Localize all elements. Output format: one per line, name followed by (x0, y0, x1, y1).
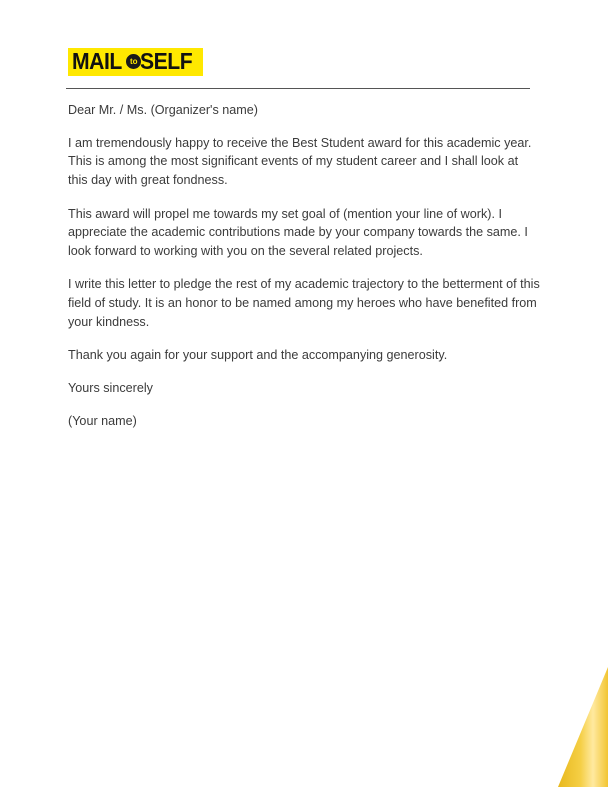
body-paragraph-1: I am tremendously happy to receive the Best Student award for this academic year. This is among the most significant events of my student career and I shall look at this day with great fondness. (68, 135, 532, 187)
logo-text-self: SELF (140, 48, 193, 74)
salutation: Dear Mr. / Ms. (Organizer's name) (68, 103, 258, 117)
signoff: Yours sincerely (68, 380, 153, 395)
closing-thanks: Thank you again for your support and the accompanying generosity. (68, 348, 448, 363)
logo-badge-label: to (129, 56, 138, 66)
body-paragraph-3: I write this letter to pledge the rest of my academic trajectory to the betterment of this field of study. It is an honor to be named among my heroes who have benefited from your kindness. (68, 277, 540, 329)
logo-to-badge-icon (126, 54, 141, 69)
corner-wedge-icon (550, 667, 608, 787)
mailtoself-logo[interactable] (68, 48, 203, 76)
signature-name: (Your name) (68, 413, 137, 428)
header-divider (66, 88, 530, 89)
letterhead (68, 48, 203, 76)
body-paragraph-2: This award will propel me towards my set goal of (mention your line of work). I appreciate the academic contributions made by your company towards the same. I look forward to working with you on the several related projects. (68, 206, 528, 258)
logo-text-mail: MAIL (72, 48, 122, 74)
corner-wedge-decoration (550, 667, 608, 787)
letter-body (68, 101, 540, 430)
